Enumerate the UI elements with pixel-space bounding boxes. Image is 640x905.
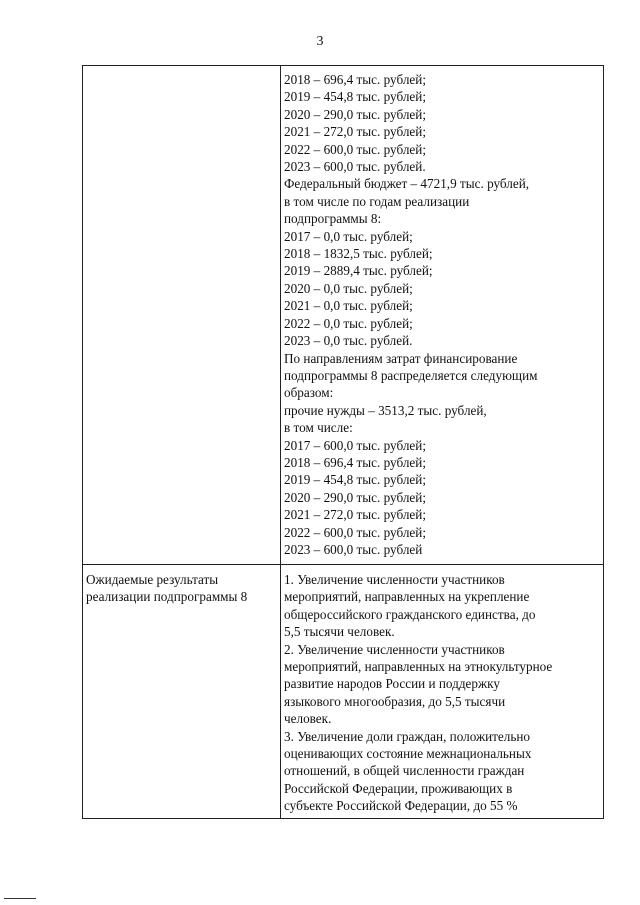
financing-line: 2021 – 0,0 тыс. рублей;: [284, 298, 413, 314]
financing-line: образом:: [284, 385, 334, 401]
financing-line: Федеральный бюджет – 4721,9 тыс. рублей,: [284, 176, 530, 192]
results-line: Российской Федерации, проживающих в: [284, 780, 513, 796]
financing-values-cell: [281, 66, 604, 565]
passport-table: [82, 65, 604, 819]
financing-line: 2023 – 600,0 тыс. рублей: [284, 541, 423, 557]
results-line: 1. Увеличение численности участников: [284, 572, 505, 587]
financing-line: 2020 – 290,0 тыс. рублей;: [284, 489, 426, 505]
results-label-cell: [83, 565, 281, 819]
results-line: 2. Увеличение численности участников: [284, 641, 505, 657]
results-line: 3. Увеличение доли граждан, положительно: [284, 728, 531, 744]
results-line: оценивающих состояние межнациональных: [284, 746, 532, 762]
page-number: 3: [316, 34, 324, 49]
financing-line: 2017 – 600,0 тыс. рублей;: [284, 437, 426, 453]
financing-line: 2021 – 272,0 тыс. рублей;: [284, 124, 426, 140]
financing-line: подпрограммы 8 распределяется следующим: [284, 367, 538, 383]
results-line: общероссийского гражданского единства, до: [284, 606, 536, 622]
financing-line: 2017 – 0,0 тыс. рублей;: [284, 228, 413, 244]
financing-line: 2022 – 600,0 тыс. рублей;: [284, 524, 426, 540]
financing-line: 2018 – 696,4 тыс. рублей;: [284, 454, 426, 470]
financing-line: прочие нужды – 3513,2 тыс. рублей,: [284, 402, 487, 418]
results-line: мероприятий, направленных на укрепление: [284, 589, 530, 605]
results-line: субъекте Российской Федерации, до 55 %: [284, 798, 518, 814]
financing-line: 2020 – 290,0 тыс. рублей;: [284, 106, 426, 122]
results-line: 5,5 тысячи человек.: [284, 624, 395, 640]
financing-line: 2018 – 1832,5 тыс. рублей;: [284, 246, 433, 262]
financing-line: 2022 – 600,0 тыс. рублей;: [284, 141, 426, 157]
results-row: [83, 565, 604, 819]
financing-line: 2020 – 0,0 тыс. рублей;: [284, 280, 413, 296]
financing-line: 2019 – 454,8 тыс. рублей;: [284, 472, 426, 488]
results-line: языкового многообразия, до 5,5 тысячи: [284, 693, 506, 709]
results-values-cell: [281, 565, 604, 819]
financing-label-cell: [83, 66, 281, 565]
financing-line: 2023 – 600,0 тыс. рублей.: [284, 159, 426, 175]
financing-line: По направлениям затрат финансирование: [284, 350, 518, 366]
financing-row: [83, 66, 604, 565]
results-line: отношений, в общей численности граждан: [284, 763, 525, 779]
financing-line: 2019 – 2889,4 тыс. рублей;: [284, 263, 433, 279]
financing-line: 2019 – 454,8 тыс. рублей;: [284, 89, 426, 105]
financing-line: 2022 – 0,0 тыс. рублей;: [284, 315, 413, 331]
results-line: человек.: [284, 711, 332, 727]
financing-line: 2018 – 696,4 тыс. рублей;: [284, 72, 426, 87]
results-line: мероприятий, направленных на этнокультурное: [284, 659, 553, 675]
financing-line: 2023 – 0,0 тыс. рублей.: [284, 333, 413, 349]
financing-line: подпрограммы 8:: [284, 211, 382, 227]
financing-line: в том числе:: [284, 420, 353, 436]
financing-line: в том числе по годам реализации: [284, 193, 470, 209]
results-label: Ожидаемые результаты реализации подпрограммы 8: [86, 572, 248, 605]
footer-rule: [4, 898, 36, 899]
financing-line: 2021 – 272,0 тыс. рублей;: [284, 507, 426, 523]
results-line: развитие народов России и поддержку: [284, 676, 500, 692]
